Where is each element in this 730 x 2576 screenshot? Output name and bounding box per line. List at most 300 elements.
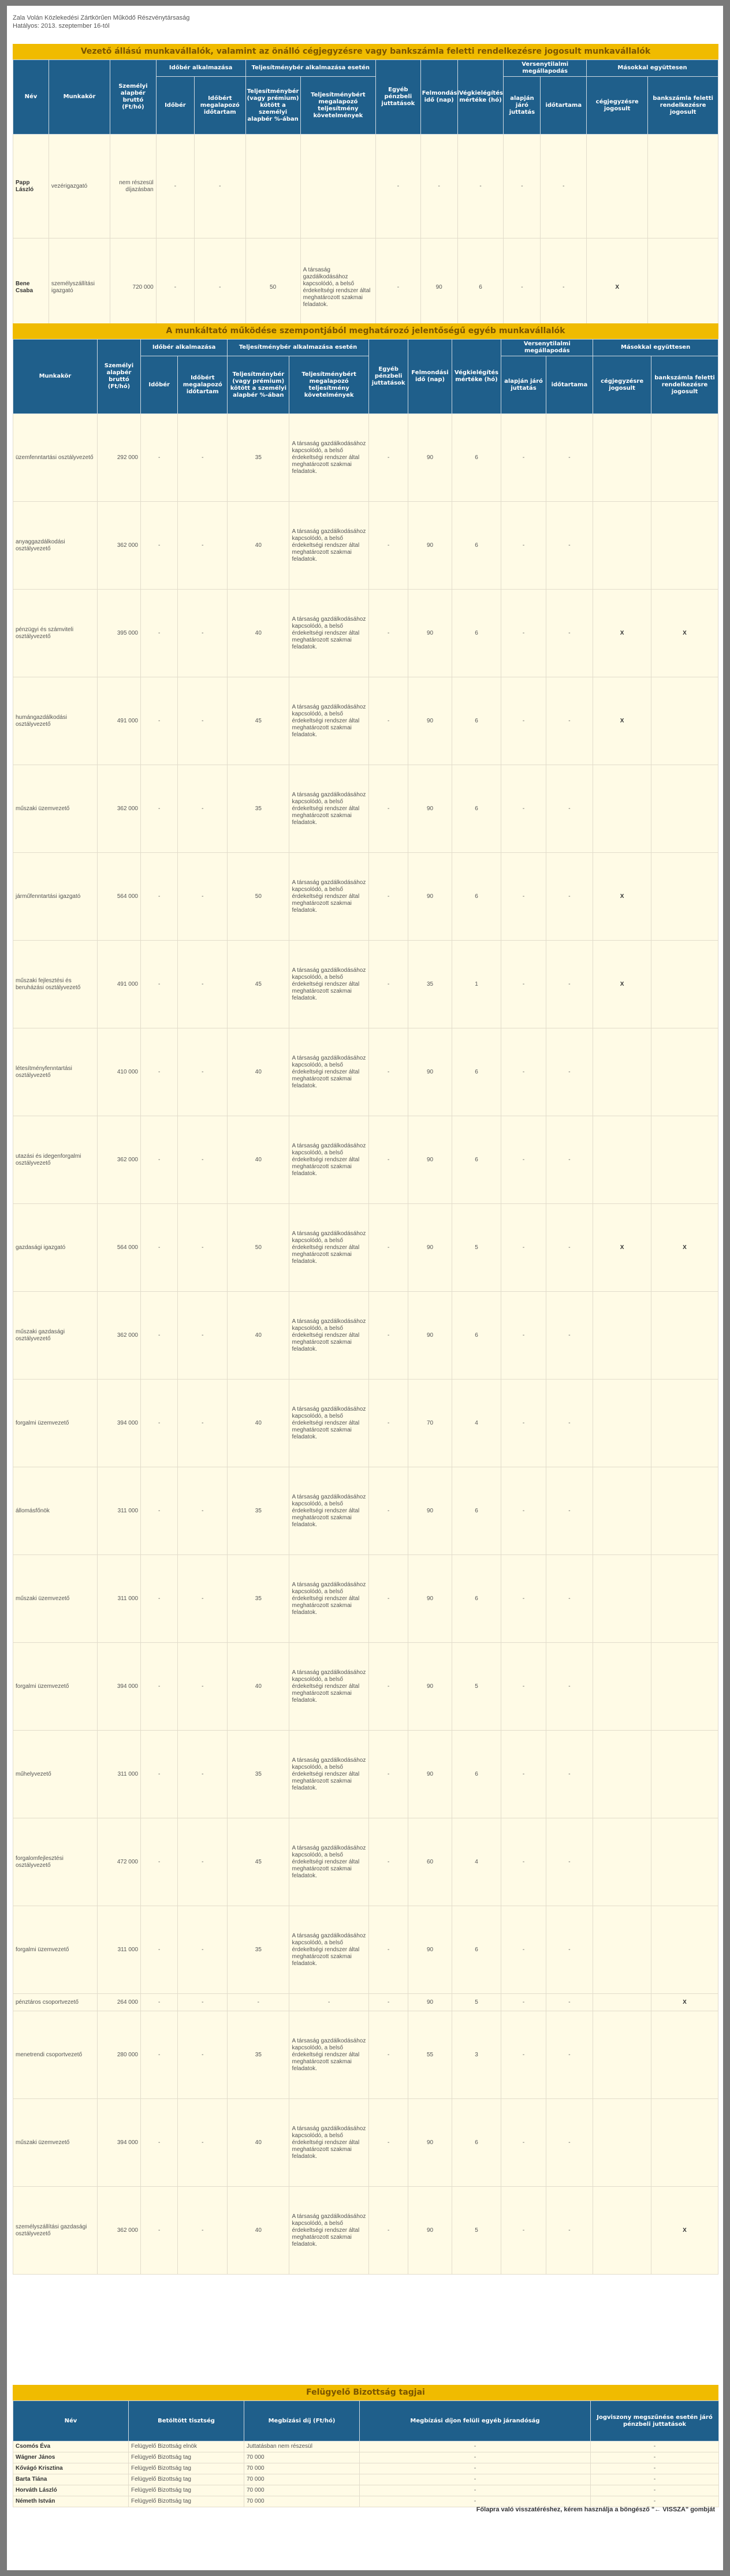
cell-salary: 280 000: [97, 2011, 140, 2099]
cell-perf-pct: 50: [228, 1204, 289, 1292]
cell-perf-pct: 40: [228, 1643, 289, 1731]
cell-other-pay: -: [360, 2485, 591, 2496]
col-notice: Felmondási idő (nap): [408, 340, 452, 414]
cell-perf-pct: 35: [228, 1906, 289, 1994]
cell-job: üzemfenntartási osztályvezető: [13, 414, 98, 502]
table-row: [13, 1028, 718, 1116]
cell-bank: [651, 1643, 718, 1731]
cell-perf-pct: 45: [228, 677, 289, 765]
cell-time-wage: -: [141, 765, 178, 853]
cell-fixed-time: -: [178, 1643, 228, 1731]
cell-perf-req: A társaság gazdálkodásához kapcsolódó, a belső érdekeltségi rendszer által meghatározott szakmai feladatok.: [289, 1204, 368, 1292]
cell-noncomp-dur: -: [546, 1818, 593, 1906]
cell-noncomp-dur: -: [546, 941, 593, 1028]
cell-noncomp-dur: -: [546, 590, 593, 677]
cell-notice: 90: [408, 2187, 452, 2275]
cell-severance: -: [457, 135, 504, 238]
cell-time-wage: -: [141, 1028, 178, 1116]
cell-bank: [651, 502, 718, 590]
cell-perf-pct: 35: [228, 2011, 289, 2099]
cell-perf-pct: 40: [228, 1380, 289, 1467]
cell-time-wage: -: [141, 677, 178, 765]
cell-severance: 5: [452, 2187, 501, 2275]
cell-time-wage: -: [141, 1555, 178, 1643]
cell-fixed-time: -: [178, 1116, 228, 1204]
cell-cosign: X: [593, 590, 651, 677]
col-notice: Felmondási idő (nap): [420, 60, 457, 135]
cell-cosign: X: [593, 941, 651, 1028]
cell-noncomp-dur: -: [546, 2099, 593, 2187]
cell-job: létesítményfenntartási osztályvezető: [13, 1028, 98, 1116]
cell-fixed-time: -: [178, 1906, 228, 1994]
cell-noncomp-pay: -: [501, 1028, 546, 1116]
cell-name: Wágner János: [13, 2452, 129, 2463]
cell-salary: nem részesül díjazásban: [110, 135, 157, 238]
cell-perf-pct: 50: [228, 853, 289, 941]
cell-noncomp-pay: -: [501, 1467, 546, 1555]
cell-salary: 362 000: [97, 765, 140, 853]
cell-job: műszaki gazdasági osztályvezető: [13, 1292, 98, 1380]
cell-perf-pct: 40: [228, 2187, 289, 2275]
cell-noncomp-pay: -: [501, 502, 546, 590]
cell-fee: Juttatásban nem részesül: [244, 2441, 360, 2452]
cell-noncomp-pay: -: [501, 1731, 546, 1818]
cell-cosign: [593, 1906, 651, 1994]
cell-notice: -: [420, 135, 457, 238]
table-row: [13, 1906, 718, 1994]
section-key-employees: [13, 323, 718, 2275]
cell-noncomp-pay: -: [501, 2187, 546, 2275]
cell-noncomp-dur: -: [546, 1028, 593, 1116]
cell-other: -: [368, 502, 408, 590]
cell-perf-req: A társaság gazdálkodásához kapcsolódó, a belső érdekeltségi rendszer által meghatározott szakmai feladatok.: [289, 1292, 368, 1380]
cell-time-wage: -: [141, 1643, 178, 1731]
cell-perf-pct: 50: [245, 238, 300, 337]
cell-other-pay: -: [360, 2452, 591, 2463]
cell-other-pay: -: [360, 2496, 591, 2507]
cell-time-wage: -: [141, 1994, 178, 2011]
cell-job: műszaki üzemvezető: [13, 765, 98, 853]
cell-fixed-time: -: [178, 2099, 228, 2187]
col-cosign: cégjegyzésre jogosult: [593, 356, 651, 414]
cell-severance: 6: [452, 1292, 501, 1380]
table-row: [13, 1380, 718, 1467]
cell-noncomp-pay: -: [504, 238, 541, 337]
cell-noncomp-pay: -: [501, 941, 546, 1028]
cell-perf-pct: 45: [228, 941, 289, 1028]
col-other: Egyéb pénzbeli juttatások: [376, 60, 420, 135]
cell-severance: 6: [452, 1116, 501, 1204]
cell-other: -: [368, 1467, 408, 1555]
cell-bank: [651, 1818, 718, 1906]
cell-bank: [651, 2011, 718, 2099]
cell-fixed-time: -: [178, 1028, 228, 1116]
cell-other: -: [368, 590, 408, 677]
cell-salary: 311 000: [97, 1555, 140, 1643]
cell-bank: [651, 414, 718, 502]
cell-other: -: [368, 2011, 408, 2099]
cell-fixed-time: -: [178, 677, 228, 765]
cell-noncomp-dur: -: [546, 853, 593, 941]
cell-perf-req: A társaság gazdálkodásához kapcsolódó, a belső érdekeltségi rendszer által meghatározott szakmai feladatok.: [289, 2099, 368, 2187]
cell-perf-req: A társaság gazdálkodásához kapcsolódó, a belső érdekeltségi rendszer által meghatározott szakmai feladatok.: [289, 590, 368, 677]
col-name: Név: [13, 2401, 129, 2441]
cell-job: műszaki fejlesztési és beruházási osztályvezető: [13, 941, 98, 1028]
col-time-group: Időbér alkalmazása: [156, 60, 245, 77]
cell-salary: 362 000: [97, 1116, 140, 1204]
cell-cosign: [593, 1731, 651, 1818]
section-title: A munkáltató működése szempontjából meghatározó jelentőségű egyéb munkavállalók: [13, 323, 718, 339]
cell-position: Felügyelő Bizottság tag: [129, 2474, 244, 2485]
cell-salary: 491 000: [97, 677, 140, 765]
cell-fee: 70 000: [244, 2485, 360, 2496]
cell-cosign: [593, 1028, 651, 1116]
cell-fixed-time: -: [178, 1994, 228, 2011]
cell-noncomp-dur: -: [546, 1204, 593, 1292]
cell-severance: 5: [452, 1994, 501, 2011]
cell-noncomp-dur: -: [546, 1994, 593, 2011]
cell-job: pénzügyi és számviteli osztályvezető: [13, 590, 98, 677]
cell-noncomp-pay: -: [501, 1994, 546, 2011]
cell-notice: 90: [408, 1906, 452, 1994]
cell-noncomp-pay: -: [501, 677, 546, 765]
cell-severance: 6: [452, 502, 501, 590]
cell-bank: [651, 677, 718, 765]
cell-notice: 90: [408, 414, 452, 502]
table-row: [13, 1731, 718, 1818]
cell-time-wage: -: [141, 2187, 178, 2275]
cell-perf-req: A társaság gazdálkodásához kapcsolódó, a belső érdekeltségi rendszer által meghatározott szakmai feladatok.: [289, 414, 368, 502]
table-row: [13, 853, 718, 941]
cell-time-wage: -: [141, 1818, 178, 1906]
table-row: [13, 2474, 719, 2485]
cell-job: forgalmi üzemvezető: [13, 1380, 98, 1467]
cell-salary: 362 000: [97, 502, 140, 590]
cell-leave-pay: -: [591, 2441, 719, 2452]
cell-severance: 6: [452, 677, 501, 765]
cell-noncomp-dur: -: [546, 502, 593, 590]
cell-salary: 394 000: [97, 1380, 140, 1467]
cell-other: -: [368, 1555, 408, 1643]
cell-other: -: [368, 1818, 408, 1906]
cell-other: -: [368, 414, 408, 502]
cell-job: műszaki üzemvezető: [13, 2099, 98, 2187]
cell-bank: [651, 765, 718, 853]
table-row: [13, 2099, 718, 2187]
cell-cosign: X: [593, 1204, 651, 1292]
cell-notice: 90: [408, 1028, 452, 1116]
cell-notice: 90: [408, 1292, 452, 1380]
cell-notice: 90: [408, 590, 452, 677]
cell-fee: 70 000: [244, 2452, 360, 2463]
supervisory-board-table: [13, 2400, 719, 2507]
cell-perf-pct: [245, 135, 300, 238]
cell-cosign: [593, 765, 651, 853]
section-supervisory-board: [13, 2385, 718, 2507]
cell-salary: 311 000: [97, 1906, 140, 1994]
cell-time-wage: -: [141, 1292, 178, 1380]
cell-cosign: [593, 1116, 651, 1204]
cell-perf-req: [300, 135, 376, 238]
cell-position: Felügyelő Bizottság tag: [129, 2496, 244, 2507]
cell-fixed-time: -: [178, 853, 228, 941]
cell-notice: 90: [408, 677, 452, 765]
cell-noncomp-dur: -: [541, 238, 587, 337]
cell-perf-pct: 40: [228, 502, 289, 590]
cell-notice: 90: [408, 1116, 452, 1204]
cell-noncomp-pay: -: [501, 853, 546, 941]
cell-perf-pct: 40: [228, 590, 289, 677]
cell-notice: 90: [408, 853, 452, 941]
table-row: [13, 1204, 718, 1292]
cell-time-wage: -: [141, 1906, 178, 1994]
cell-notice: 90: [408, 1204, 452, 1292]
cell-perf-pct: 40: [228, 1028, 289, 1116]
effective-date: Hatályos: 2013. szeptember 16-tól: [13, 23, 110, 29]
cell-bank: X: [651, 1204, 718, 1292]
col-other-pay: Megbízási díjon felüli egyéb járandóság: [360, 2401, 591, 2441]
col-fee: Megbízási díj (Ft/hó): [244, 2401, 360, 2441]
col-noncomp-pay: alapján járó juttatás: [504, 77, 541, 135]
cell-bank: [651, 1028, 718, 1116]
cell-name: Bene Csaba: [13, 238, 49, 337]
cell-other-pay: -: [360, 2441, 591, 2452]
cell-severance: 6: [452, 853, 501, 941]
cell-cosign: [587, 135, 648, 238]
cell-cosign: [593, 1467, 651, 1555]
cell-perf-req: A társaság gazdálkodásához kapcsolódó, a belső érdekeltségi rendszer által meghatározott szakmai feladatok.: [289, 1731, 368, 1818]
cell-job: személyszállítási gazdasági osztályvezető: [13, 2187, 98, 2275]
cell-fixed-time: -: [178, 2011, 228, 2099]
cell-time-wage: -: [156, 238, 194, 337]
cell-perf-req: A társaság gazdálkodásához kapcsolódó, a belső érdekeltségi rendszer által meghatározott szakmai feladatok.: [289, 1116, 368, 1204]
cell-perf-req: A társaság gazdálkodásához kapcsolódó, a belső érdekeltségi rendszer által meghatározott szakmai feladatok.: [289, 677, 368, 765]
cell-salary: 472 000: [97, 1818, 140, 1906]
cell-bank: [651, 1292, 718, 1380]
cell-perf-pct: 40: [228, 1116, 289, 1204]
cell-time-wage: -: [141, 2011, 178, 2099]
cell-bank: [651, 1906, 718, 1994]
table-row: [13, 1994, 718, 2011]
cell-other: -: [368, 2099, 408, 2187]
cell-perf-req: A társaság gazdálkodásához kapcsolódó, a belső érdekeltségi rendszer által meghatározott szakmai feladatok.: [289, 1028, 368, 1116]
cell-bank: X: [651, 1994, 718, 2011]
cell-leave-pay: -: [591, 2452, 719, 2463]
cell-bank: [651, 853, 718, 941]
table-row: [13, 238, 718, 337]
cell-noncomp-pay: -: [501, 1906, 546, 1994]
col-noncomp-group: Versenytilalmi megállapodás: [504, 60, 587, 77]
cell-name: Papp László: [13, 135, 49, 238]
col-noncomp-dur: időtartama: [546, 356, 593, 414]
cell-fee: 70 000: [244, 2474, 360, 2485]
cell-notice: 90: [408, 1555, 452, 1643]
table-row: [13, 2452, 719, 2463]
col-leave-pay: Jogviszony megszűnése esetén járó pénzbeli juttatások: [591, 2401, 719, 2441]
cell-cosign: [593, 1643, 651, 1731]
cell-job: utazási és idegenforgalmi osztályvezető: [13, 1116, 98, 1204]
cell-perf-req: A társaság gazdálkodásához kapcsolódó, a belső érdekeltségi rendszer által meghatározott szakmai feladatok.: [289, 2011, 368, 2099]
cell-perf-req: A társaság gazdálkodásához kapcsolódó, a belső érdekeltségi rendszer által meghatározott szakmai feladatok.: [289, 502, 368, 590]
table-row: [13, 1818, 718, 1906]
cell-noncomp-pay: -: [501, 414, 546, 502]
cell-severance: 6: [452, 1028, 501, 1116]
cell-fixed-time: -: [178, 1731, 228, 1818]
table-row: [13, 2441, 719, 2452]
cell-severance: 6: [452, 1906, 501, 1994]
col-salary: Személyi alapbér bruttó (Ft/hó): [110, 60, 157, 135]
cell-perf-pct: 35: [228, 1467, 289, 1555]
cell-perf-req: A társaság gazdálkodásához kapcsolódó, a belső érdekeltségi rendszer által meghatározott szakmai feladatok.: [289, 941, 368, 1028]
cell-noncomp-pay: -: [501, 2011, 546, 2099]
cell-cosign: [593, 2187, 651, 2275]
cell-other: -: [368, 1994, 408, 2011]
cell-perf-req: A társaság gazdálkodásához kapcsolódó, a belső érdekeltségi rendszer által meghatározott szakmai feladatok.: [289, 853, 368, 941]
cell-noncomp-pay: -: [501, 1818, 546, 1906]
cell-salary: 311 000: [97, 1731, 140, 1818]
cell-time-wage: -: [141, 414, 178, 502]
cell-perf-req: A társaság gazdálkodásához kapcsolódó, a belső érdekeltségi rendszer által meghatározott szakmai feladatok.: [300, 238, 376, 337]
cell-cosign: [593, 414, 651, 502]
cell-other: -: [368, 853, 408, 941]
cell-noncomp-dur: -: [541, 135, 587, 238]
col-fixed-time: Időbért megalapozó időtartam: [195, 77, 245, 135]
cell-notice: 55: [408, 2011, 452, 2099]
page-frame: [7, 6, 723, 2570]
cell-other: -: [368, 1380, 408, 1467]
col-time-group: Időbér alkalmazása: [141, 340, 228, 356]
cell-perf-req: A társaság gazdálkodásához kapcsolódó, a belső érdekeltségi rendszer által meghatározott szakmai feladatok.: [289, 1555, 368, 1643]
table-row: [13, 590, 718, 677]
cell-bank: [651, 1555, 718, 1643]
cell-fixed-time: -: [178, 414, 228, 502]
col-noncomp-dur: időtartama: [541, 77, 587, 135]
cell-time-wage: -: [141, 502, 178, 590]
cell-salary: 264 000: [97, 1994, 140, 2011]
col-time-wage: Időbér: [141, 356, 178, 414]
cell-other-pay: -: [360, 2474, 591, 2485]
cell-noncomp-dur: -: [546, 1116, 593, 1204]
col-other-group: Másokkal együttesen: [587, 60, 718, 77]
cell-perf-req: A társaság gazdálkodásához kapcsolódó, a belső érdekeltségi rendszer által meghatározott szakmai feladatok.: [289, 1643, 368, 1731]
cell-fixed-time: -: [178, 1818, 228, 1906]
cell-noncomp-pay: -: [501, 765, 546, 853]
cell-notice: 90: [408, 502, 452, 590]
executives-table: [13, 59, 718, 337]
col-position: Betöltött tisztség: [129, 2401, 244, 2441]
cell-noncomp-dur: -: [546, 765, 593, 853]
cell-time-wage: -: [141, 853, 178, 941]
table-row: [13, 2463, 719, 2474]
cell-time-wage: -: [141, 1204, 178, 1292]
cell-cosign: [593, 1380, 651, 1467]
cell-notice: 90: [408, 1467, 452, 1555]
cell-perf-req: A társaság gazdálkodásához kapcsolódó, a belső érdekeltségi rendszer által meghatározott szakmai feladatok.: [289, 1818, 368, 1906]
cell-other: -: [376, 135, 420, 238]
cell-job: járműfenntartási igazgató: [13, 853, 98, 941]
cell-fixed-time: -: [178, 1555, 228, 1643]
cell-job: gazdasági igazgató: [13, 1204, 98, 1292]
cell-time-wage: -: [141, 2099, 178, 2187]
col-noncomp-pay: alapján járó juttatás: [501, 356, 546, 414]
cell-severance: 6: [452, 765, 501, 853]
cell-other: -: [368, 1643, 408, 1731]
cell-other: -: [368, 677, 408, 765]
cell-other: -: [368, 1028, 408, 1116]
cell-salary: 564 000: [97, 853, 140, 941]
cell-fixed-time: -: [178, 590, 228, 677]
cell-name: Horváth László: [13, 2485, 129, 2496]
table-row: [13, 765, 718, 853]
cell-fixed-time: -: [195, 135, 245, 238]
cell-fixed-time: -: [178, 941, 228, 1028]
cell-leave-pay: -: [591, 2496, 719, 2507]
table-row: [13, 2496, 719, 2507]
cell-fixed-time: -: [178, 765, 228, 853]
cell-perf-pct: 35: [228, 414, 289, 502]
cell-job: forgalmi üzemvezető: [13, 1643, 98, 1731]
cell-cosign: [593, 502, 651, 590]
key-employees-table: [13, 339, 718, 2275]
cell-perf-pct: 35: [228, 1555, 289, 1643]
cell-job: műhelyvezető: [13, 1731, 98, 1818]
cell-perf-req: A társaság gazdálkodásához kapcsolódó, a belső érdekeltségi rendszer által meghatározott szakmai feladatok.: [289, 1467, 368, 1555]
cell-noncomp-dur: -: [546, 414, 593, 502]
table-row: [13, 1555, 718, 1643]
cell-job: vezérigazgató: [49, 135, 110, 238]
table-row: [13, 2011, 718, 2099]
cell-other: -: [368, 941, 408, 1028]
cell-noncomp-dur: -: [546, 2187, 593, 2275]
col-other-group: Másokkal együttesen: [593, 340, 718, 356]
cell-perf-req: A társaság gazdálkodásához kapcsolódó, a belső érdekeltségi rendszer által meghatározott szakmai feladatok.: [289, 1380, 368, 1467]
cell-severance: 6: [452, 1731, 501, 1818]
cell-notice: 90: [420, 238, 457, 337]
cell-position: Felügyelő Bizottság tag: [129, 2485, 244, 2496]
cell-cosign: X: [587, 238, 648, 337]
cell-fixed-time: -: [178, 1467, 228, 1555]
cell-position: Felügyelő Bizottság tag: [129, 2452, 244, 2463]
cell-salary: 394 000: [97, 1643, 140, 1731]
cell-noncomp-dur: -: [546, 1643, 593, 1731]
cell-leave-pay: -: [591, 2485, 719, 2496]
cell-fixed-time: -: [195, 238, 245, 337]
cell-cosign: [593, 2011, 651, 2099]
table-row: [13, 941, 718, 1028]
cell-salary: 410 000: [97, 1028, 140, 1116]
cell-noncomp-dur: -: [546, 1292, 593, 1380]
cell-severance: 6: [452, 414, 501, 502]
cell-time-wage: -: [156, 135, 194, 238]
cell-fee: 70 000: [244, 2463, 360, 2474]
col-perf-group: Teljesítménybér alkalmazása esetén: [245, 60, 376, 77]
col-bank: bankszámla feletti rendelkezésre jogosult: [648, 77, 718, 135]
cell-perf-pct: 40: [228, 1292, 289, 1380]
col-perf-group: Teljesítménybér alkalmazása esetén: [228, 340, 369, 356]
table-row: [13, 1643, 718, 1731]
table-row: [13, 2187, 718, 2275]
col-cosign: cégjegyzésre jogosult: [587, 77, 648, 135]
cell-fixed-time: -: [178, 1292, 228, 1380]
cell-severance: 6: [452, 1467, 501, 1555]
cell-notice: 90: [408, 765, 452, 853]
cell-bank: [651, 2099, 718, 2187]
cell-job: forgalomfejlesztési osztályvezető: [13, 1818, 98, 1906]
cell-severance: 6: [452, 590, 501, 677]
cell-bank: [651, 1467, 718, 1555]
cell-noncomp-pay: -: [501, 1555, 546, 1643]
cell-noncomp-pay: -: [501, 1204, 546, 1292]
